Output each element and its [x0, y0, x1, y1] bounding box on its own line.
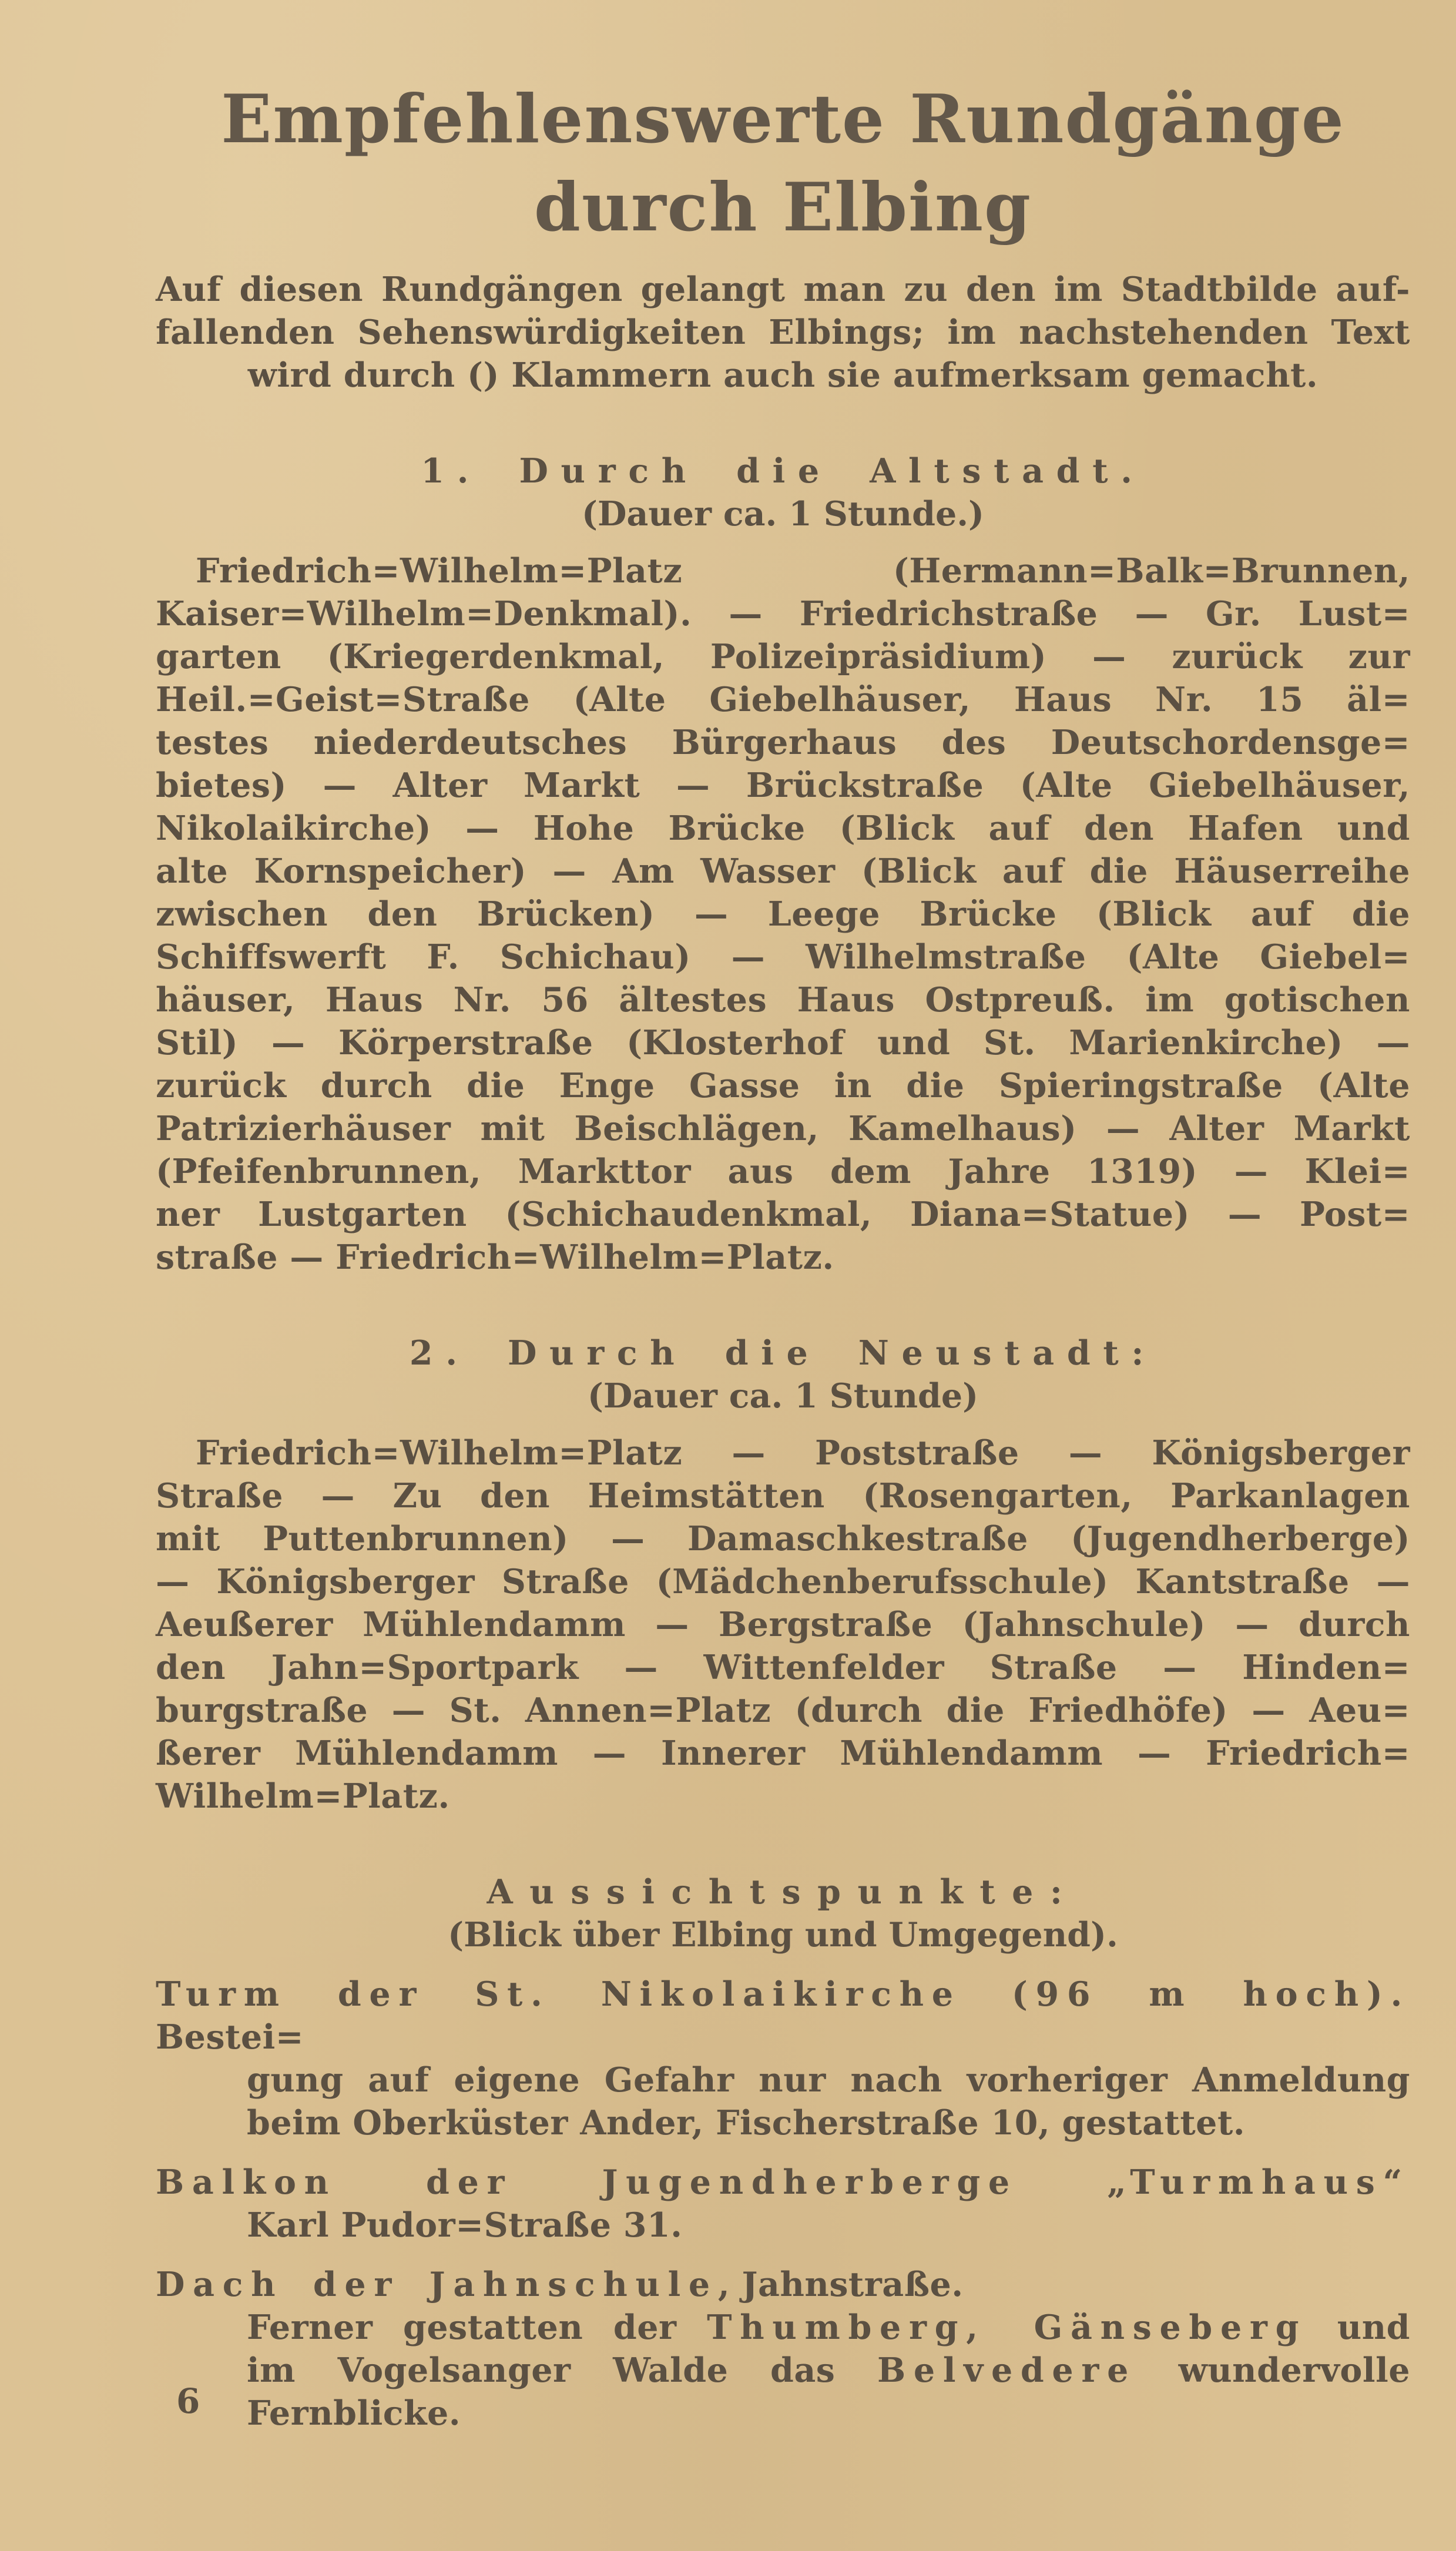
text-line	[156, 850, 1410, 893]
section-neustadt-heading: 2. Durch die Neustadt:	[409, 1333, 1157, 1373]
text-segment: im Vogelsanger Walde das	[247, 2351, 878, 2390]
page-title-line-2: durch Elbing	[534, 168, 1032, 246]
letterspaced-text: Dach der Jahnschule	[156, 2265, 718, 2304]
text-line	[156, 268, 1410, 311]
text-segment: Friedrich=Wilhelm=Platz — Poststraße — Königsberger	[196, 1433, 1410, 1473]
text-line	[156, 354, 1410, 397]
text-segment: Wilhelm=Platz.	[156, 1776, 450, 1816]
page-title	[156, 75, 1410, 252]
letterspaced-text: Balkon der Jugendherberge „Turmhaus“	[156, 2163, 1410, 2202]
text-line	[156, 2263, 1410, 2306]
text-line	[156, 2306, 1410, 2349]
text-segment: Patrizierhäuser mit Beischlägen, Kamelhaus) — Alter Markt	[156, 1109, 1410, 1148]
letterspaced-text: Belvedere	[877, 2351, 1137, 2390]
text-segment: zurück durch die Enge Gasse in die Spieringstraße (Alte	[156, 1066, 1410, 1105]
text-line	[156, 1646, 1410, 1689]
intro-paragraph	[156, 268, 1410, 397]
text-segment: Karl Pudor=Straße 31.	[247, 2205, 683, 2245]
text-segment: alte Kornspeicher) — Am Wasser (Blick auf die Häuserreihe	[156, 852, 1410, 891]
text-segment: fallenden Sehenswürdigkeiten Elbings; im nachstehenden Text	[156, 313, 1410, 352]
text-line	[156, 635, 1410, 678]
text-segment: gung auf eigene Gefahr nur nach vorheriger Anmeldung	[247, 2060, 1410, 2100]
text-segment: häuser, Haus Nr. 56 ältestes Haus Ostpreuß. im gotischen	[156, 980, 1410, 1020]
text-line	[156, 1973, 1410, 2059]
viewpoint-entry	[156, 2263, 1410, 2435]
page-number: 6	[176, 2381, 200, 2421]
text-segment: Schiffswerft F. Schichau) — Wilhelmstraße (Alte Giebel=	[156, 937, 1410, 977]
text-segment: zwischen den Brücken) — Leege Brücke (Blick auf die	[156, 894, 1410, 934]
text-line	[156, 549, 1410, 592]
text-line	[156, 1193, 1410, 1236]
text-segment: burgstraße — St. Annen=Platz (durch die Friedhöfe) — Aeu=	[156, 1691, 1410, 1730]
text-segment: testes niederdeutsches Bürgerhaus des Deutschordensge=	[156, 723, 1410, 762]
text-line	[156, 2059, 1410, 2101]
text-segment: Auf diesen Rundgängen gelangt man zu den im Stadtbilde auf-	[156, 270, 1410, 309]
text-line	[156, 1107, 1410, 1150]
section-altstadt-route	[156, 549, 1410, 1279]
text-line	[156, 678, 1410, 721]
section-neustadt	[156, 1332, 1410, 1818]
viewpoints-entries	[156, 1973, 1410, 2435]
viewpoints-subtitle: (Blick über Elbing und Umgegend).	[448, 1915, 1118, 1955]
text-segment: garten (Kriegerdenkmal, Polizeipräsidium) — zurück zur	[156, 637, 1410, 676]
text-line	[156, 1432, 1410, 1474]
text-segment: Bestei=	[156, 2017, 304, 2057]
page-title-line-1: Empfehlenswerte Rundgänge	[221, 80, 1345, 158]
letterspaced-text: Turm der St. Nikolaikirche (96 m hoch).	[156, 1975, 1410, 2014]
text-line	[156, 311, 1410, 354]
text-segment: beim Oberküster Ander, Fischerstraße 10, gestattet.	[247, 2103, 1246, 2143]
section-neustadt-route	[156, 1432, 1410, 1818]
text-segment: ßerer Mühlendamm — Innerer Mühlendamm — Friedrich=	[156, 1734, 1410, 1773]
text-line	[156, 1474, 1410, 1517]
text-line	[156, 2349, 1410, 2392]
text-segment: Kaiser=Wilhelm=Denkmal). — Friedrichstraße — Gr. Lust=	[156, 594, 1410, 633]
section-altstadt-heading: 1. Durch die Altstadt.	[421, 451, 1145, 491]
text-segment: Stil) — Körperstraße (Klosterhof und St. Marienkirche) —	[156, 1023, 1410, 1062]
text-line	[156, 1021, 1410, 1064]
text-line	[156, 1517, 1410, 1560]
text-segment: (Pfeifenbrunnen, Markttor aus dem Jahre 1319) — Klei=	[156, 1152, 1410, 1191]
section-viewpoints	[156, 1870, 1410, 2435]
section-altstadt	[156, 450, 1410, 1279]
text-segment: mit Puttenbrunnen) — Damaschkestraße (Jugendherberge)	[156, 1519, 1410, 1558]
text-block	[156, 0, 1410, 2435]
text-segment: bietes) — Alter Markt — Brückstraße (Alte Giebelhäuser,	[156, 766, 1410, 805]
text-line	[156, 2161, 1410, 2204]
viewpoint-entry	[156, 2161, 1410, 2247]
text-segment: Ferner gestatten der	[247, 2308, 707, 2347]
text-segment: den Jahn=Sportpark — Wittenfelder Straße — Hinden=	[156, 1648, 1410, 1687]
text-line	[156, 1689, 1410, 1732]
text-line	[156, 1236, 1410, 1279]
text-line	[156, 1732, 1410, 1775]
text-segment: ner Lustgarten (Schichaudenkmal, Diana=Statue) — Post=	[156, 1195, 1410, 1234]
text-line	[156, 2392, 1410, 2435]
text-line	[156, 592, 1410, 635]
text-line	[156, 1603, 1410, 1646]
text-line	[156, 1775, 1410, 1818]
section-altstadt-duration: (Dauer ca. 1 Stunde.)	[581, 494, 985, 534]
text-line	[156, 2204, 1410, 2247]
text-segment: , Jahnstraße.	[717, 2265, 964, 2304]
text-segment: Heil.=Geist=Straße (Alte Giebelhäuser, Haus Nr. 15 äl=	[156, 680, 1410, 719]
text-line	[156, 2101, 1410, 2144]
text-line	[156, 1064, 1410, 1107]
text-segment: wundervolle	[1136, 2351, 1410, 2390]
text-segment: Straße — Zu den Heimstätten (Rosengarten, Parkanlagen	[156, 1476, 1410, 1516]
text-segment: Aeußerer Mühlendamm — Bergstraße (Jahnschule) — durch	[156, 1605, 1410, 1644]
letterspaced-text: Thumberg, Gänseberg	[707, 2308, 1307, 2347]
text-line	[156, 936, 1410, 978]
text-line	[156, 978, 1410, 1021]
text-segment: Friedrich=Wilhelm=Platz (Hermann=Balk=Brunnen,	[196, 551, 1410, 591]
text-segment: und	[1307, 2308, 1410, 2347]
text-line	[156, 721, 1410, 764]
text-segment: wird durch () Klammern auch sie aufmerksam gemacht.	[247, 356, 1319, 395]
text-line	[156, 764, 1410, 807]
section-neustadt-duration: (Dauer ca. 1 Stunde)	[587, 1376, 979, 1416]
text-segment: — Königsberger Straße (Mädchenberufsschule) Kantstraße —	[156, 1562, 1410, 1601]
text-line	[156, 807, 1410, 850]
text-line	[156, 1150, 1410, 1193]
text-segment: straße — Friedrich=Wilhelm=Platz.	[156, 1238, 834, 1277]
viewpoints-heading: Aussichtspunkte:	[487, 1872, 1079, 1912]
viewpoint-entry	[156, 1973, 1410, 2144]
text-segment: Fernblicke.	[247, 2394, 461, 2433]
text-line	[156, 1560, 1410, 1603]
text-segment: Nikolaikirche) — Hohe Brücke (Blick auf den Hafen und	[156, 809, 1410, 848]
text-line	[156, 893, 1410, 936]
